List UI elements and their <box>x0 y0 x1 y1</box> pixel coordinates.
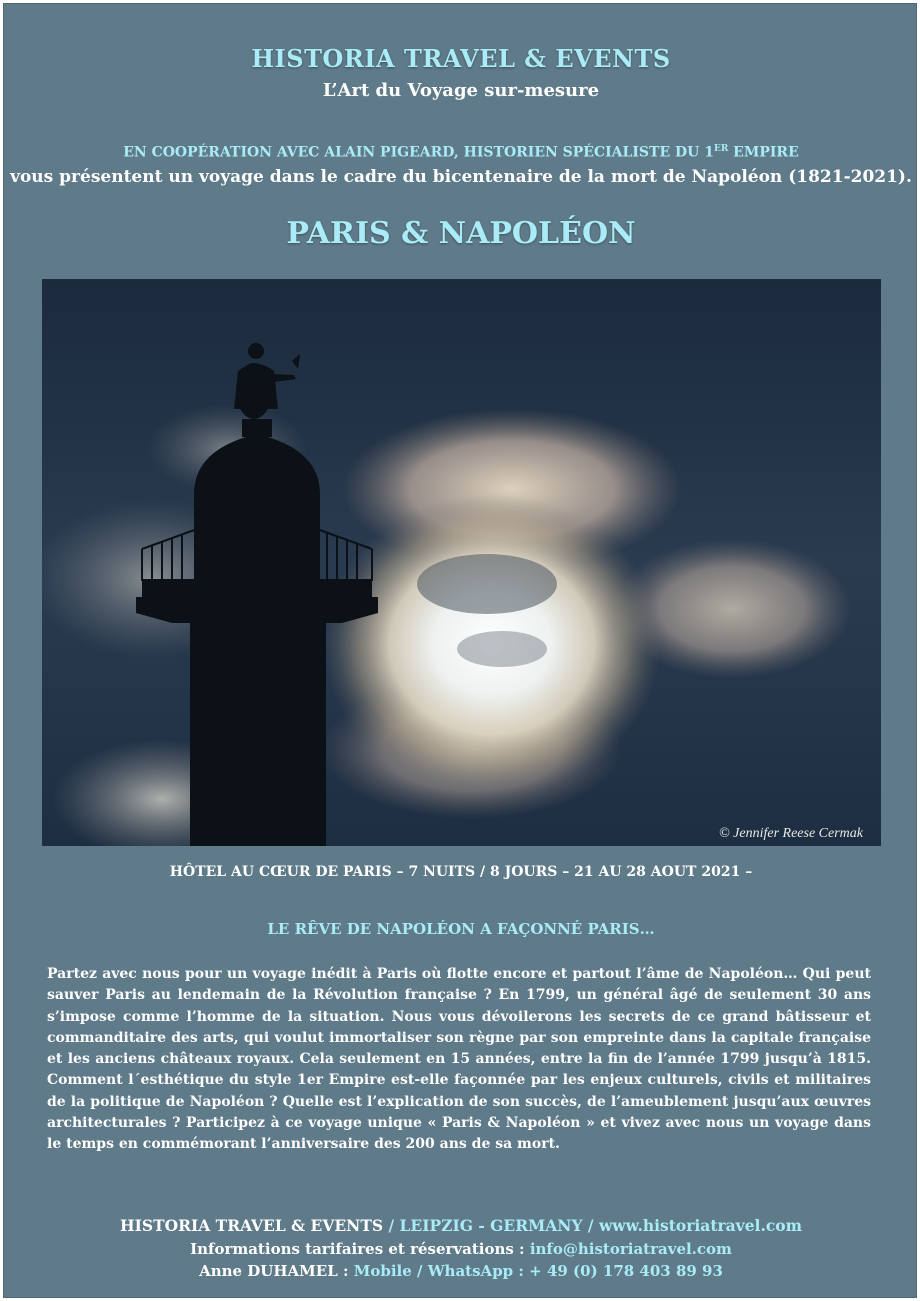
trip-details: HÔTEL AU CŒUR DE PARIS – 7 NUITS / 8 JOURS – 21 AU 28 AOUT 2021 – <box>169 864 753 880</box>
cooperation-text: EN COOPÉRATION AVEC ALAIN PIGEARD, HISTORIEN SPÉCIALISTE DU 1 <box>123 144 714 161</box>
description-paragraph: Partez avec nous pour un voyage inédit à Paris où flotte encore et partout l’âme de Napoléon… Qui peut sauver Paris au lendemain de la Révolution française ? En 1799, un général âgé de seulement 30 ans s’impose comme l’homme de la situation. Nous vous dévoilerons les secrets de ce grand bâtisseur et commanditaire des arts, qui voulut immortaliser son règne par son empreinte dans la capitale française et les anciens châteaux royaux. Cela seulement en 15 années, entre la fin de l’année 1799 jusqu’à 1815. Comment l´esthétique du style 1er Empire est-elle façonnée par les enjeux culturels, civils et militaires de la politique de Napoléon ? Quelle est l’explication de son succès, de l’ameublement jusqu’aux œuvres architecturales ? Participez à ce voyage unique « Paris & Napoléon » et vivez avec nous un voyage dans le temps en commémorant l’anniversaire des 200 ans de sa mort. <box>47 966 871 1153</box>
footer-contact-line <box>4 1262 918 1280</box>
company-name: HISTORIA TRAVEL & EVENTS <box>251 44 671 73</box>
footer-contact-name: Anne DUHAMEL : <box>199 1262 354 1280</box>
tagline: L’Art du Voyage sur-mesure <box>322 80 600 101</box>
footer-website-link[interactable]: / www.historiatravel.com <box>582 1216 803 1235</box>
dark-cloud <box>457 631 547 667</box>
vendome-column-photo <box>42 279 881 846</box>
section-subtitle: LE RÊVE DE NAPOLÉON A FAÇONNÉ PARIS… <box>267 920 655 938</box>
footer-info-label: Informations tarifaires et réservations : <box>190 1240 530 1258</box>
footer-company: HISTORIA TRAVEL & EVENTS <box>119 1216 384 1235</box>
footer-email-link[interactable]: info@historiatravel.com <box>529 1240 732 1258</box>
footer-phone[interactable]: Mobile / WhatsApp : + 49 (0) 178 403 89 93 <box>353 1262 723 1280</box>
page-title: PARIS & NAPOLÉON <box>286 216 636 251</box>
cooperation-text-end: EMPIRE <box>728 144 799 161</box>
footer-company-line <box>4 1216 918 1235</box>
cooperation-superscript: ER <box>713 144 729 154</box>
cooperation-line <box>4 144 918 161</box>
footer-location: / LEIPZIG - GERMANY <box>383 1216 583 1235</box>
flyer-page <box>3 3 917 1298</box>
dark-cloud <box>417 554 557 614</box>
hero-photo <box>42 279 881 846</box>
photo-credit: © Jennifer Reese Cermak <box>719 826 863 841</box>
presents-line: vous présentent un voyage dans le cadre du bicentenaire de la mort de Napoléon (1821-2021). <box>10 167 912 187</box>
footer-info-line <box>4 1240 918 1258</box>
